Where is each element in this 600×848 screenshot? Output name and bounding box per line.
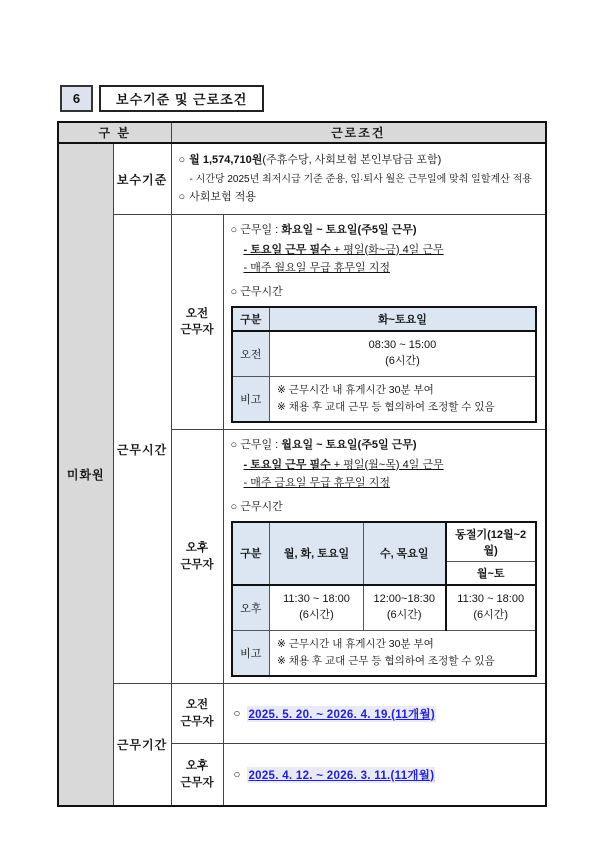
schedule-col-header: 구분 (232, 307, 270, 331)
period-morning-label-line1: 오전 (185, 699, 209, 712)
remarks-label: 비고 (232, 376, 270, 422)
morning-note1-bold: - 토요일 근무 필수 (243, 243, 331, 256)
morning-content (223, 215, 546, 430)
work-period-morning-row (58, 684, 546, 744)
afternoon-content (223, 430, 546, 684)
section-title: 보수기준 및 근로조건 (99, 85, 264, 112)
afternoon-schedule-header (232, 522, 536, 562)
conditions-table (57, 121, 547, 807)
winter-season-header: 동절기(12월~2월) (446, 522, 536, 562)
time-range: 11:30 ~ 18:00 (457, 592, 525, 605)
morning-note1-rest: + 평일(화~금) 4일 근무 (330, 243, 444, 256)
afternoon-time-label: 오후 (232, 585, 270, 630)
winter-days-subheader: 월~토 (446, 561, 536, 585)
workday-prefix: ○ 근무일 : (230, 439, 282, 452)
morning-worker-label (171, 215, 223, 430)
circle-bullet-icon: ○ (233, 707, 241, 720)
table-header-row (58, 122, 546, 143)
schedule-day-header-1: 월, 화, 토요일 (270, 522, 364, 585)
morning-workdays: 화요일 ~ 토요일(주5일 근무) (281, 224, 417, 237)
afternoon-note1-rest: + 평일(월~목) 4일 근무 (330, 458, 444, 471)
morning-workday-line (231, 223, 541, 238)
time-range: 11:30 ~ 18:00 (283, 592, 350, 605)
morning-worker-label-line2: 근무자 (180, 324, 214, 337)
morning-remarks-row (232, 376, 536, 422)
period-morning-content (223, 684, 546, 744)
remark-line: ※ 채용 후 교대 근무 등 협의하여 조정할 수 있음 (277, 655, 495, 667)
pay-line-2: - 시간당 2025년 최저시급 기준 준용, 입·퇴사 월은 근무일에 맞춰 일할계산 적용 (189, 173, 532, 185)
afternoon-worker-label-line2: 근무자 (180, 558, 214, 571)
morning-note-1 (244, 243, 541, 258)
remark-line: ※ 근무시간 내 휴게시간 30분 부여 (277, 383, 434, 396)
time-range: 12:00~18:30 (373, 592, 435, 605)
schedule-day-header: 화~토요일 (270, 307, 536, 331)
afternoon-time-1 (270, 585, 364, 630)
time-duration: (6시간) (385, 354, 420, 367)
afternoon-schedule-table (231, 521, 537, 678)
time-duration: (6시간) (386, 608, 422, 621)
pay-amount-note: (주휴수당, 사회보험 본인부담금 포함) (262, 154, 442, 166)
morning-schedule-table (231, 306, 537, 424)
pay-row (58, 143, 546, 215)
period-morning-date-link[interactable]: 2025. 5. 20. ~ 2026. 4. 19.(11개월) (247, 706, 436, 722)
period-afternoon-date-link[interactable]: 2025. 4. 12. ~ 2026. 3. 11.(11개월) (247, 767, 435, 783)
period-afternoon-worker-label (171, 744, 223, 806)
job-label: 미화원 (58, 143, 113, 806)
afternoon-note-1 (244, 458, 541, 473)
insurance-note: 사회보험 적용 (189, 190, 256, 203)
schedule-col-header: 구분 (232, 522, 270, 585)
afternoon-time-row (232, 585, 536, 630)
section-heading (60, 85, 600, 112)
work-time-label: 근무시간 (113, 215, 171, 684)
time-duration: (6시간) (299, 608, 334, 621)
circle-bullet-icon: ○ (233, 768, 241, 781)
afternoon-note-2: - 매주 금요일 무급 휴무일 지정 (243, 477, 390, 490)
circle-bullet-icon: ○ (178, 190, 186, 203)
afternoon-remarks (270, 630, 536, 676)
period-morning-line (231, 706, 541, 722)
morning-worker-label-line1: 오전 (185, 307, 209, 320)
morning-note-2: - 매주 월요일 무급 휴무일 지정 (243, 261, 390, 274)
section-number-badge: 6 (60, 85, 93, 112)
morning-hours-bullet: ○ 근무시간 (230, 286, 283, 299)
morning-schedule-header (232, 307, 536, 331)
pay-line-1 (179, 152, 541, 170)
period-afternoon-content (223, 744, 546, 806)
remarks-label: 비고 (232, 630, 270, 676)
morning-time-label: 오전 (232, 331, 270, 376)
work-time-morning-row (58, 215, 546, 430)
circle-bullet-icon: ○ (178, 154, 186, 166)
remark-line: ※ 채용 후 교대 근무 등 협의하여 조정할 수 있음 (277, 400, 495, 413)
period-morning-label-line2: 근무자 (180, 715, 214, 728)
period-afternoon-label-line2: 근무자 (180, 776, 214, 789)
afternoon-worker-label (171, 430, 223, 684)
afternoon-workday-line (231, 438, 541, 453)
time-duration: (6시간) (473, 608, 509, 621)
afternoon-time-2 (364, 585, 446, 630)
time-range: 08:30 ~ 15:00 (368, 338, 437, 351)
afternoon-worker-label-line1: 오후 (185, 542, 209, 555)
afternoon-hours-bullet: ○ 근무시간 (230, 501, 283, 514)
period-afternoon-label-line1: 오후 (185, 759, 209, 772)
schedule-day-header-2: 수, 목요일 (364, 522, 446, 585)
afternoon-workdays: 월요일 ~ 토요일(주5일 근무) (281, 439, 417, 452)
period-morning-worker-label (171, 684, 223, 744)
period-afternoon-line (231, 767, 541, 783)
pay-content (171, 143, 546, 215)
pay-label: 보수기준 (113, 143, 171, 215)
pay-line-3 (179, 189, 541, 207)
pay-amount: 월 1,574,710원 (189, 154, 263, 166)
header-category: 구 분 (58, 122, 171, 143)
afternoon-time-winter (446, 585, 536, 630)
remark-line: ※ 근무시간 내 휴게시간 30분 부여 (277, 637, 434, 650)
morning-time-value (270, 331, 536, 376)
header-conditions: 근로조건 (171, 122, 546, 143)
workday-prefix: ○ 근무일 : (230, 224, 282, 237)
work-period-label: 근무기간 (113, 684, 171, 806)
afternoon-remarks-row (232, 630, 536, 676)
morning-remarks (270, 376, 536, 422)
afternoon-note1-bold: - 토요일 근무 필수 (243, 458, 331, 471)
morning-time-row (232, 331, 536, 376)
